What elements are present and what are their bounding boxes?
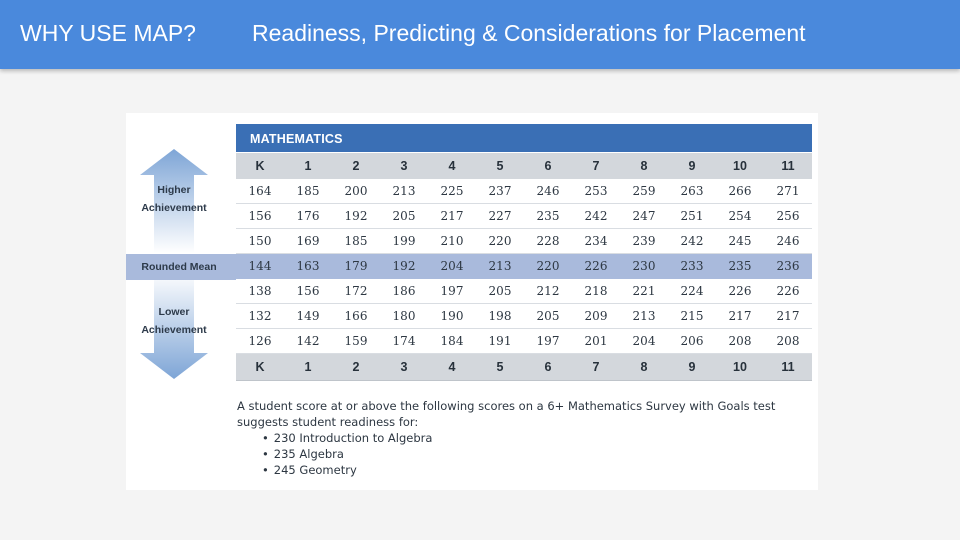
table-cell: 212 (536, 284, 560, 298)
table-cell: 185 (296, 184, 320, 198)
grade-cell: 9 (688, 159, 696, 173)
table-cell: 218 (584, 284, 608, 298)
title-bar (0, 0, 960, 69)
table-cell: 132 (248, 309, 272, 323)
table-cell: 159 (344, 334, 368, 348)
grade-cell: K (255, 360, 265, 374)
table-cell: 180 (392, 309, 416, 323)
table-cell: 234 (584, 234, 608, 248)
mean-row (236, 254, 812, 279)
grade-cell: 3 (400, 360, 408, 374)
table-cell: 271 (776, 184, 800, 198)
table-cell: 235 (728, 259, 752, 273)
table-row (236, 229, 812, 254)
grade-cell: 1 (304, 159, 312, 173)
table-cell: 205 (392, 209, 416, 223)
grade-cell: 11 (781, 360, 795, 374)
grade-cell: 10 (733, 360, 747, 374)
grade-cell: 4 (448, 159, 456, 173)
subject-banner: MATHEMATICS (236, 124, 812, 152)
table-cell: 208 (728, 334, 752, 348)
grade-cell: 4 (448, 360, 456, 374)
table-cell: 225 (440, 184, 464, 198)
grade-cell: 7 (592, 159, 600, 173)
table-cell: 206 (680, 334, 704, 348)
grade-cell: 7 (592, 360, 600, 374)
table-cell: 254 (728, 209, 752, 223)
list-item: • 235 Algebra (262, 446, 807, 462)
grade-cell: 5 (496, 360, 504, 374)
grade-header-row (236, 152, 812, 179)
table-cell: 256 (776, 209, 800, 223)
table-cell: 126 (248, 334, 272, 348)
higher-achievement-label: Higher Achievement (141, 184, 207, 214)
table-cell: 213 (392, 184, 416, 198)
table-row (236, 179, 812, 204)
table-cell: 224 (680, 284, 704, 298)
table-cell: 245 (728, 234, 752, 248)
table-cell: 213 (632, 309, 656, 323)
table-cell: 150 (248, 234, 272, 248)
table-cell: 142 (296, 334, 320, 348)
grade-cell: 9 (688, 360, 696, 374)
table-cell: 236 (776, 259, 800, 273)
table-cell: 227 (488, 209, 512, 223)
table-cell: 217 (440, 209, 464, 223)
table-cell: 169 (296, 234, 320, 248)
table-cell: 266 (728, 184, 752, 198)
table-cell: 138 (248, 284, 272, 298)
table-cell: 226 (584, 259, 608, 273)
table-cell: 247 (632, 209, 656, 223)
table-cell: 191 (488, 334, 512, 348)
table-cell: 253 (584, 184, 608, 198)
grade-cell: 8 (640, 159, 648, 173)
table-cell: 166 (344, 309, 368, 323)
list-item: • 245 Geometry (262, 462, 807, 478)
grade-cell: 1 (304, 360, 312, 374)
table-cell: 179 (344, 259, 368, 273)
grade-cell: 8 (640, 360, 648, 374)
grade-cell: 6 (544, 360, 552, 374)
slide-title: WHY USE MAP? (20, 20, 196, 46)
grade-cell: 3 (400, 159, 408, 173)
table-cell: 210 (440, 234, 464, 248)
grade-cell: 11 (781, 159, 795, 173)
grade-cell: 2 (352, 159, 360, 173)
table-cell: 226 (776, 284, 800, 298)
table-cell: 174 (392, 334, 416, 348)
table-cell: 217 (776, 309, 800, 323)
table-cell: 164 (248, 184, 272, 198)
table-cell: 226 (728, 284, 752, 298)
table-cell: 176 (296, 209, 320, 223)
table-cell: 230 (632, 259, 656, 273)
table-cell: 237 (488, 184, 512, 198)
table-cell: 144 (248, 259, 272, 273)
table-cell: 156 (248, 209, 272, 223)
grade-footer-row (236, 354, 812, 381)
table-cell: 205 (488, 284, 512, 298)
table-cell: 217 (728, 309, 752, 323)
table-cell: 192 (392, 259, 416, 273)
rounded-mean-label: Rounded Mean (141, 261, 217, 273)
table-cell: 184 (440, 334, 464, 348)
table-cell: 204 (632, 334, 656, 348)
table-cell: 186 (392, 284, 416, 298)
norms-figure (126, 113, 818, 490)
grade-cell: 10 (733, 159, 747, 173)
table-cell: 228 (536, 234, 560, 248)
table-cell: 197 (536, 334, 560, 348)
lower-achievement-label: Lower Achievement (141, 306, 207, 336)
table-cell: 198 (488, 309, 512, 323)
readiness-list (262, 430, 807, 478)
table-cell: 192 (344, 209, 368, 223)
table-cell: 235 (536, 209, 560, 223)
table-cell: 259 (632, 184, 656, 198)
table-cell: 200 (344, 184, 368, 198)
table-cell: 185 (344, 234, 368, 248)
table-cell: 201 (584, 334, 608, 348)
table-cell: 197 (440, 284, 464, 298)
grade-cell: 5 (496, 159, 504, 173)
table-row (236, 279, 812, 304)
table-cell: 156 (296, 284, 320, 298)
table-cell: 149 (296, 309, 320, 323)
table-cell: 163 (296, 259, 320, 273)
grade-cell: K (255, 159, 265, 173)
table-body (236, 179, 812, 354)
list-item: • 230 Introduction to Algebra (262, 430, 807, 446)
table-cell: 205 (536, 309, 560, 323)
table-cell: 213 (488, 259, 512, 273)
table-cell: 209 (584, 309, 608, 323)
table-cell: 246 (776, 234, 800, 248)
slide-subtitle: Readiness, Predicting & Considerations for Placement (252, 20, 806, 46)
table-row (236, 304, 812, 329)
norms-table (236, 124, 812, 381)
readiness-note (237, 398, 807, 478)
table-cell: 220 (536, 259, 560, 273)
table-cell: 242 (584, 209, 608, 223)
table-row (236, 204, 812, 229)
table-cell: 239 (632, 234, 656, 248)
grade-cell: 6 (544, 159, 552, 173)
table-cell: 246 (536, 184, 560, 198)
grade-cell: 2 (352, 360, 360, 374)
table-cell: 190 (440, 309, 464, 323)
table-cell: 172 (344, 284, 368, 298)
table-cell: 204 (440, 259, 464, 273)
table-row (236, 329, 812, 354)
table-cell: 215 (680, 309, 704, 323)
table-cell: 221 (632, 284, 656, 298)
table-cell: 263 (680, 184, 704, 198)
readiness-note-text: A student score at or above the following scores on a 6+ Mathematics Survey with Goals test suggests student readiness for: (237, 399, 776, 429)
table-cell: 242 (680, 234, 704, 248)
table-cell: 208 (776, 334, 800, 348)
table-cell: 220 (488, 234, 512, 248)
table-cell: 251 (680, 209, 704, 223)
table-cell: 233 (680, 259, 704, 273)
table-cell: 199 (392, 234, 416, 248)
